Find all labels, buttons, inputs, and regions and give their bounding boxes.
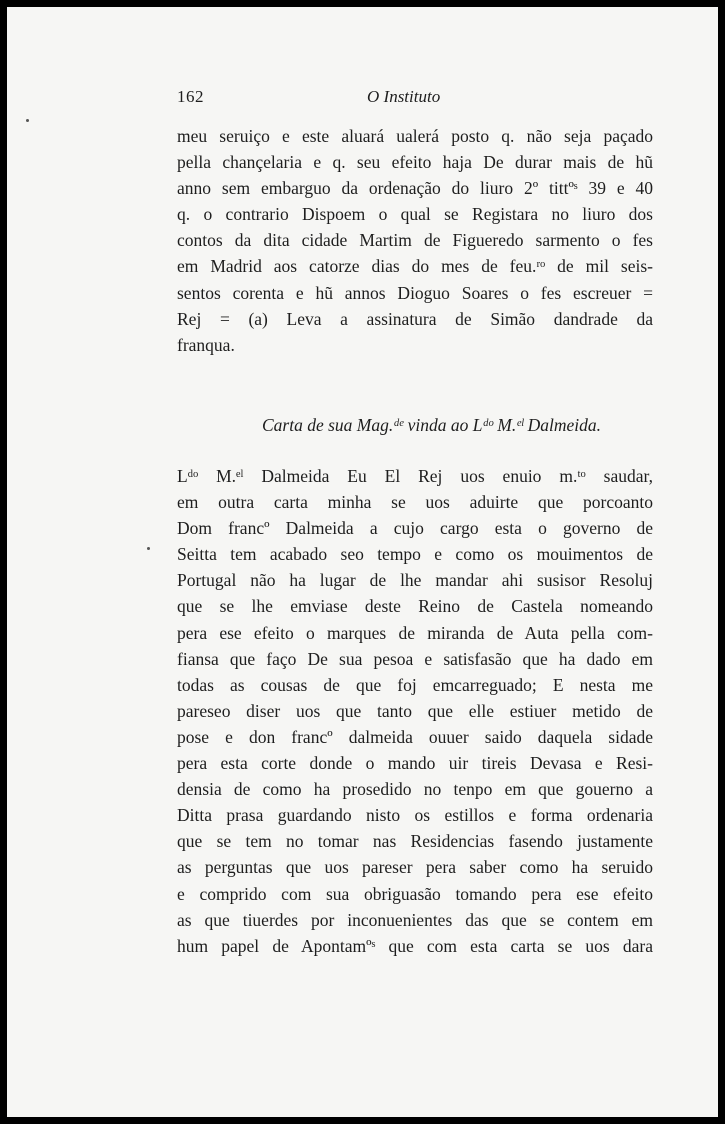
- paragraph-1: [177, 123, 653, 358]
- text-line: meu seruiço e este aluará ualerá posto q. não seja paçado: [177, 126, 653, 146]
- page-number: 162: [177, 87, 204, 106]
- text-line: franqua.: [177, 334, 235, 355]
- page-header: [7, 87, 718, 111]
- text-line: Rej = (a) Leva a assinatura de Simão dandrade da: [177, 308, 653, 329]
- text-line: Dom francº Dalmeida a cujo cargo esta o governo de: [177, 518, 653, 539]
- text-line: Ditta prasa guardando nisto os estillos e forma ordenaria: [177, 805, 653, 826]
- text-line: que se lhe emviase deste Reino de Castela nomeando: [177, 596, 653, 617]
- text-line: as que tiuerdes por inconuenientes das que se contem em: [177, 909, 653, 930]
- text-line: q. o contrario Dispoem o qual se Registara no liuro dos: [177, 204, 653, 225]
- text-line: hum papel de Apontamºˢ que com esta carta se uos dara: [177, 935, 653, 956]
- paper-speck: [147, 547, 150, 550]
- paragraph-2: [177, 463, 653, 959]
- text-line: pareseo diser uos que tanto que elle estiuer metido de: [177, 700, 653, 721]
- text-line: pera ese efeito o marques de miranda de Auta pella com-: [177, 622, 653, 643]
- running-title: O Instituto: [367, 87, 441, 106]
- text-line: Portugal não ha lugar de lhe mandar ahi susisor Resoluj: [177, 570, 653, 591]
- text-line: e comprido com sua obriguasão tomando pera ese efeito: [177, 883, 653, 904]
- text-line: fiansa que faço De sua pesoa e satisfasão que ha dado em: [177, 648, 653, 669]
- text-line: as perguntas que uos pareser pera saber como ha seruido: [177, 857, 653, 878]
- text-line: densia de como ha prosedido no tenpo em que gouerno a: [177, 779, 653, 800]
- text-line: contos da dita cidade Martim de Figueredo sarmento o fes: [177, 230, 653, 251]
- text-line: sentos corenta e hũ annos Dioguo Soares o fes escreuer =: [177, 282, 653, 303]
- paper-speck: [26, 119, 29, 122]
- text-line: em Madrid aos catorze dias do mes de feu.ʳᵒ de mil seis-: [177, 256, 653, 277]
- text-line: Lᵈᵒ M.ᵉˡ Dalmeida Eu El Rej uos enuio m.ᵗᵒ saudar,: [177, 466, 653, 486]
- letter-heading: Carta de sua Mag.ᵈᵉ vinda ao Lᵈᵒ M.ᵉˡ Dalmeida.: [262, 415, 601, 435]
- text-line: Seitta tem acabado seo tempo e como os mouimentos de: [177, 544, 653, 565]
- text-line: todas as cousas de que foj emcarreguado; E nesta me: [177, 674, 653, 695]
- text-line: anno sem embarguo da ordenação do liuro 2º tittºˢ 39 e 40: [177, 178, 653, 199]
- text-line: pella chançelaria e q. seu efeito haja De durar mais de hũ: [177, 152, 653, 173]
- book-page: [7, 7, 718, 1117]
- text-line: em outra carta minha se uos aduirte que porcoanto: [177, 492, 653, 513]
- text-line: pera esta corte donde o mando uir tireis Devasa e Resi-: [177, 753, 653, 774]
- text-line: pose e don francº dalmeida ouuer saido daquela sidade: [177, 726, 653, 747]
- text-line: que se tem no tomar nas Residencias fasendo justamente: [177, 831, 653, 852]
